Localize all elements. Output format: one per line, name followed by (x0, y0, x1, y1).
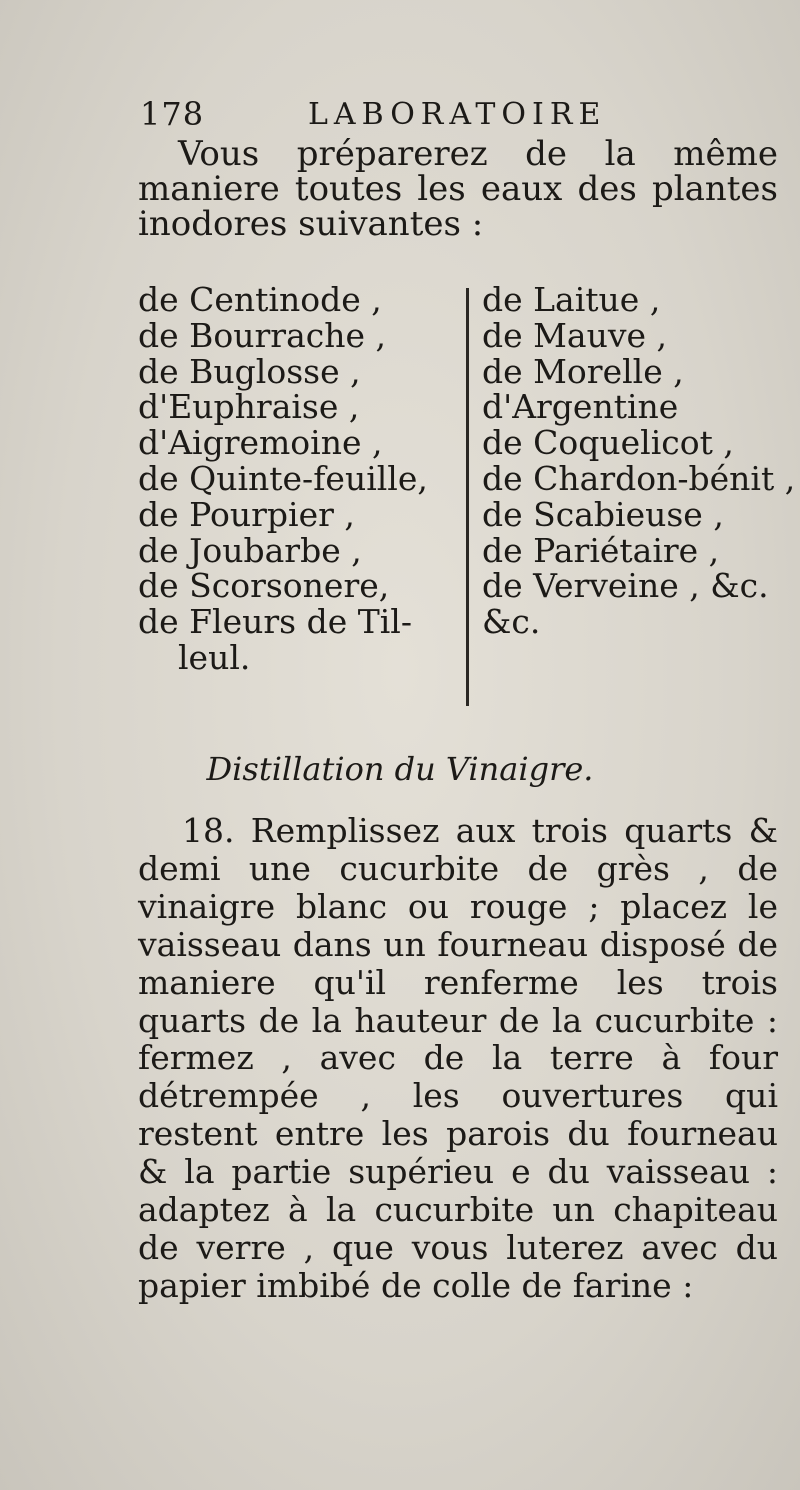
plant-item: de Verveine , &c. (482, 566, 769, 606)
intro-paragraph: Vous préparerez de la même maniere toutes les eaux des plantes inodores suivantes : (138, 134, 778, 245)
plant-item: de Centinode , (138, 280, 382, 319)
page-header (140, 95, 660, 135)
plant-item: de Joubarbe , (138, 530, 362, 570)
plant-item: leul. (178, 637, 251, 677)
plant-item: d'Argentine (482, 387, 679, 427)
plant-list (138, 282, 798, 722)
plant-item: de Coquelicot , (482, 423, 734, 463)
plant-item: de Bourrache , (138, 315, 386, 355)
plant-item: de Quinte-feuille, (138, 458, 428, 498)
plant-item: &c. (482, 602, 541, 642)
running-head: LABORATOIRE (308, 97, 607, 132)
plant-item: de Scorsonere, (138, 566, 390, 606)
plant-list-right-column (482, 282, 800, 640)
plant-item: de Chardon-bénit , (482, 458, 796, 498)
plant-item: d'Euphraise , (138, 387, 360, 427)
page-number: 178 (140, 95, 205, 133)
plant-item: de Mauve , (482, 315, 668, 355)
plant-list-left-column (138, 282, 458, 676)
section-title: Distillation du Vinaigre. (206, 750, 594, 788)
plant-item: de Buglosse , (138, 351, 361, 391)
plant-item: de Morelle , (482, 351, 684, 391)
body-paragraph: 18. Remplissez aux trois quarts & demi une cucurbite de grès , de vinaigre blanc ou rouge ; placez le vaisseau dans un fourneau disposé de maniere qu'il renferme les trois quarts de la hauteur de la cucurbite : fermez , avec de la terre à four détrempée , les ouvertures qui restent entre les parois du fourneau & la partie supérieu e du vaisseau : adaptez à la cucurbite un chapiteau de verre , que vous luterez avec du papier imbibé de colle de farine : (138, 811, 778, 1305)
plant-item: de Pariétaire , (482, 530, 720, 570)
column-divider (466, 288, 469, 706)
plant-item: de Fleurs de Til- (138, 602, 412, 642)
plant-item: d'Aigremoine , (138, 423, 383, 463)
plant-item: de Pourpier , (138, 494, 355, 534)
plant-item: de Laitue , (482, 280, 661, 319)
plant-item: de Scabieuse , (482, 494, 724, 534)
